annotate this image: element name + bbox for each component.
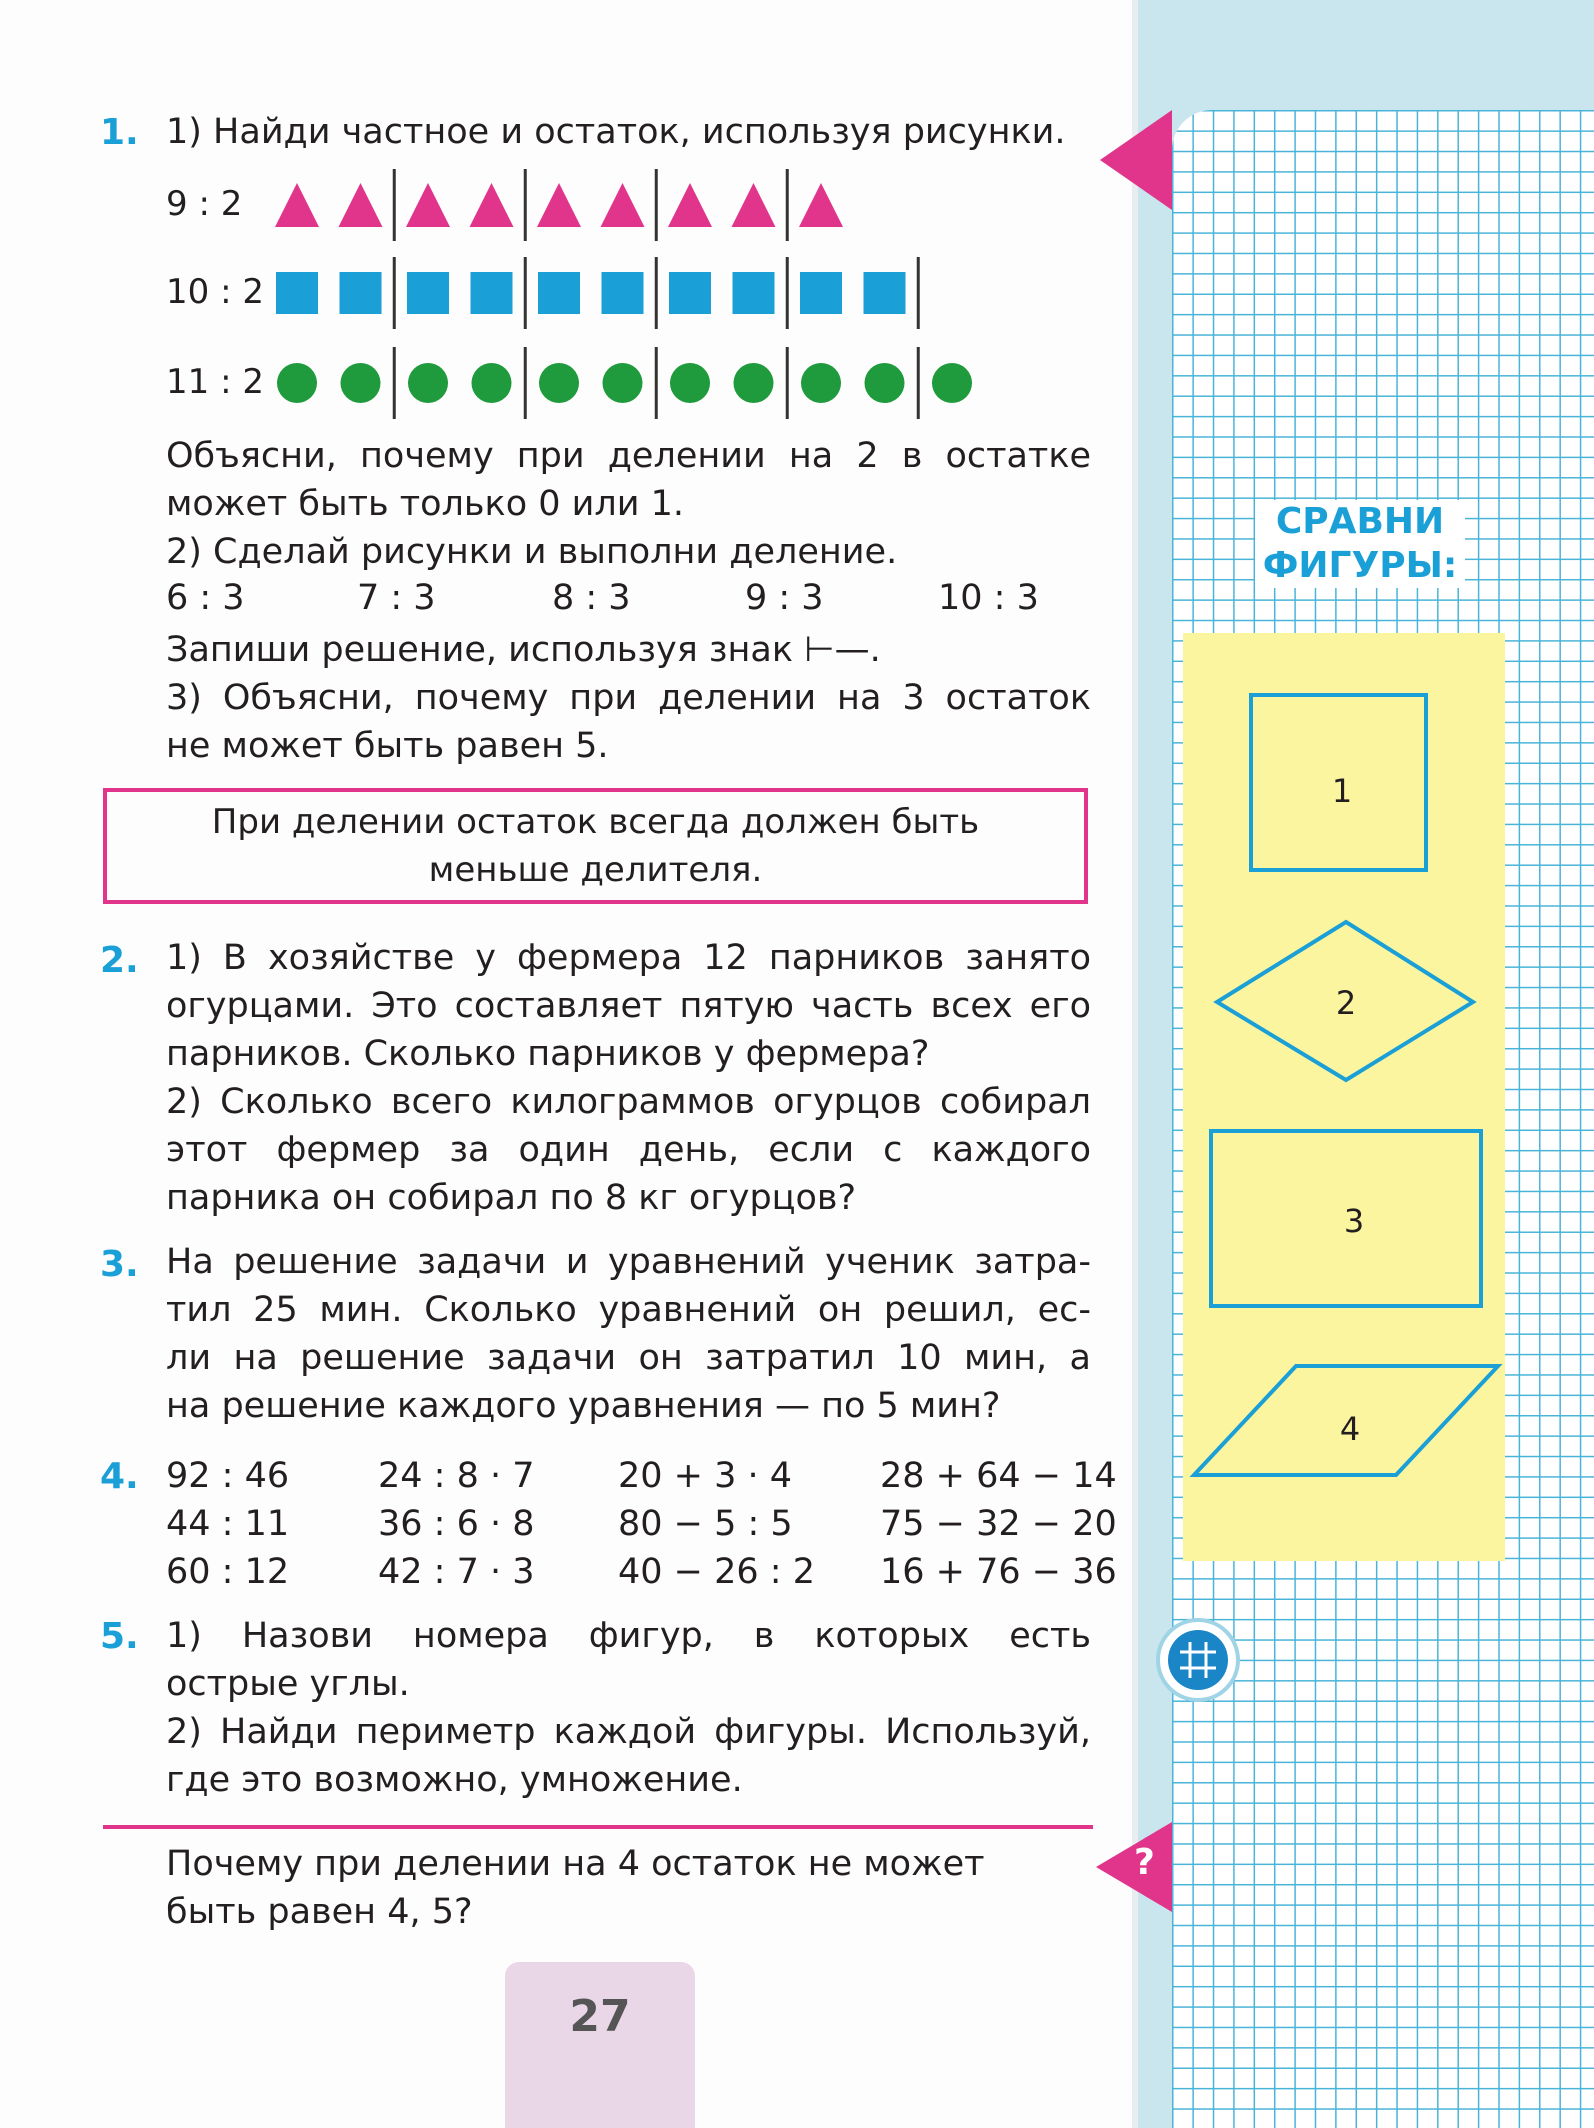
square-item [538, 272, 580, 314]
expression: 20 + 3 · 4 [618, 1456, 793, 1496]
write-text: Запиши решение, используя знак [166, 630, 794, 670]
ex4-column-1 [166, 1452, 289, 1596]
square-item [733, 272, 775, 314]
division-6-3: 6 : 3 [166, 578, 245, 618]
ex5-line: острые углы. [166, 1664, 410, 1704]
square-item [276, 272, 318, 314]
circle-item [277, 363, 317, 403]
triangle-item [470, 183, 514, 227]
ex2-line: парников. Сколько парников у фермера? [166, 1034, 930, 1074]
ex5-line: 2) Найди периметр каждой фигуры. Используй, [166, 1712, 1091, 1752]
figure-4-label: 4 [1339, 1410, 1361, 1448]
triangle-item [601, 183, 645, 227]
ex4-column-3 [618, 1452, 815, 1596]
triangle-item [799, 183, 843, 227]
explain-line2: может быть только 0 или 1. [166, 484, 685, 524]
division-8-3: 8 : 3 [552, 578, 631, 618]
ex3-line: ли на решение задачи он затратил 10 мин, а [166, 1338, 1091, 1378]
circle-item [408, 363, 448, 403]
division-10-3: 10 : 3 [938, 578, 1039, 618]
question-mark-icon: ? [1134, 1842, 1155, 1883]
exercise-2-number: 2. [100, 940, 139, 981]
expression: 92 : 46 [166, 1456, 290, 1496]
ex2-line: 2) Сколько всего килограммов огурцов собирал [166, 1082, 1091, 1122]
compare-title-line2: ФИГУРЫ: [1262, 545, 1458, 586]
ex3-line: На решение задачи и уравнений ученик затра- [166, 1242, 1091, 1282]
square-item [407, 272, 449, 314]
triangle-item [339, 183, 383, 227]
circle-item [603, 363, 643, 403]
expression: 42 : 7 · 3 [378, 1552, 535, 1592]
square-item [669, 272, 711, 314]
explain-line1: Объясни, почему при делении на 2 в остатке [166, 436, 1091, 476]
triangle-item [668, 183, 712, 227]
question-line1: Почему при делении на 4 остаток не может [166, 1844, 985, 1884]
ex3-line: на решение каждого уравнения — по 5 мин? [166, 1386, 1001, 1426]
circle-item [932, 363, 972, 403]
exercise-3-number: 3. [100, 1244, 139, 1285]
part3-line1: 3) Объясни, почему при делении на 3 остаток [166, 678, 1091, 718]
division-9-3: 9 : 3 [745, 578, 824, 618]
exercise-marker-triangle [1100, 110, 1172, 210]
rule-line2: меньше делителя. [428, 850, 763, 890]
figure-2-label: 2 [1335, 984, 1357, 1022]
circle-item [801, 363, 841, 403]
expression: 28 + 64 − 14 [880, 1456, 1117, 1496]
row-label-11-2: 11 : 2 [166, 362, 264, 402]
exercise-4-number: 4. [100, 1456, 139, 1497]
ex5-line: 1) Назови номера фигур, в которых есть [166, 1616, 1091, 1656]
ex4-column-2 [378, 1452, 535, 1596]
square-item [864, 272, 906, 314]
divider-line [103, 1825, 1093, 1829]
square-item [602, 272, 644, 314]
expression: 36 : 6 · 8 [378, 1504, 535, 1544]
compare-title-line1: СРАВНИ [1275, 501, 1445, 542]
row-label-10-2: 10 : 2 [166, 272, 264, 312]
figure-1-label: 1 [1331, 772, 1353, 810]
division-7-3: 7 : 3 [357, 578, 436, 618]
circle-item [734, 363, 774, 403]
exercise-1-line1: 1) Найди частное и остаток, используя рисунки. [166, 112, 1066, 152]
ex5-line: где это возможно, умножение. [166, 1760, 743, 1800]
expression: 24 : 8 · 7 [378, 1456, 535, 1496]
ex2-line: парника он собирал по 8 кг огурцов? [166, 1178, 857, 1218]
ex3-line: тил 25 мин. Сколько уравнений он решил, ес- [166, 1290, 1091, 1330]
write-line [166, 626, 881, 674]
triangle-item [732, 183, 776, 227]
expression: 80 − 5 : 5 [618, 1504, 793, 1544]
remainder-sign: ⊢—. [804, 630, 881, 670]
division-pictures [0, 0, 1000, 430]
triangle-item [275, 183, 319, 227]
circle-item [341, 363, 381, 403]
expression: 44 : 11 [166, 1504, 290, 1544]
question-line2: быть равен 4, 5? [166, 1892, 473, 1932]
expression: 75 − 32 − 20 [880, 1504, 1117, 1544]
triangle-item [537, 183, 581, 227]
ex4-column-4 [880, 1452, 1117, 1596]
expression: 16 + 76 − 36 [880, 1552, 1117, 1592]
expression: 40 − 26 : 2 [618, 1552, 815, 1592]
circle-item [670, 363, 710, 403]
circle-item [539, 363, 579, 403]
exercise-1-number: 1. [100, 112, 139, 153]
ex2-line: огурцами. Это составляет пятую часть всех его [166, 986, 1091, 1026]
exercise-5-number: 5. [100, 1616, 139, 1657]
rule-box [103, 788, 1088, 904]
circle-item [865, 363, 905, 403]
square-item [471, 272, 513, 314]
rule-line1: При делении остаток всегда должен быть [211, 802, 980, 842]
ex2-line: этот фермер за один день, если с каждого [166, 1130, 1091, 1170]
expression: 60 : 12 [166, 1552, 290, 1592]
figure-3-label: 3 [1343, 1202, 1365, 1240]
row-label-9-2: 9 : 2 [166, 184, 243, 224]
part2-line: 2) Сделай рисунки и выполни деление. [166, 532, 898, 572]
ex2-line: 1) В хозяйстве у фермера 12 парников занято [166, 938, 1091, 978]
page-number: 27 [505, 1962, 695, 2128]
square-item [800, 272, 842, 314]
square-item [340, 272, 382, 314]
part3-line2: не может быть равен 5. [166, 726, 609, 766]
triangle-item [406, 183, 450, 227]
circle-item [472, 363, 512, 403]
